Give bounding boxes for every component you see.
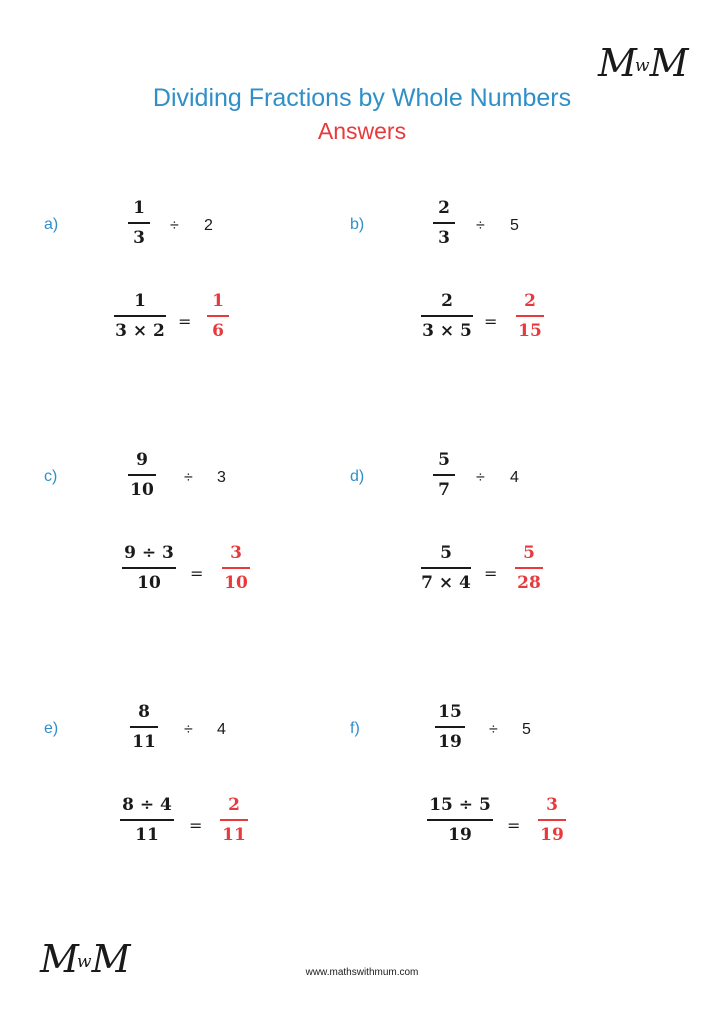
question-numerator: 9 [136,450,148,470]
problem-label: a) [44,216,59,233]
working-fraction [114,293,166,340]
answer-fraction [207,293,229,340]
answer-denominator: 15 [518,320,542,341]
equals-sign: = [484,312,498,331]
working-fraction [421,293,473,340]
question-denominator: 19 [438,731,462,752]
working-denominator: 11 [135,824,159,845]
working-denominator: 3 × 5 [422,320,472,341]
answer-denominator: 11 [222,824,246,845]
question-numerator: 1 [133,198,145,218]
divisor: 5 [510,217,519,234]
question-fraction [433,452,455,499]
question-numerator: 8 [138,702,150,722]
divide-sign: ÷ [184,721,193,738]
problem-e [44,704,344,874]
working-denominator: 10 [137,572,161,593]
working-numerator: 1 [134,291,146,311]
divide-sign: ÷ [476,217,485,234]
problem-a [44,200,344,370]
divisor: 5 [522,721,531,738]
question-numerator: 15 [438,702,462,722]
answer-denominator: 6 [212,320,224,341]
website-url: www.mathswithmum.com [305,967,419,978]
question-numerator: 2 [438,198,450,218]
question-fraction [435,704,465,751]
working-numerator: 2 [441,291,453,311]
answer-numerator: 2 [524,291,536,311]
answer-fraction [538,797,566,844]
working-denominator: 19 [448,824,472,845]
problem-c [44,452,344,622]
question-numerator: 5 [438,450,450,470]
logo-top: MwM [598,41,687,85]
logo-bottom: MwM [40,937,129,981]
page-subtitle: Answers [317,118,407,144]
question-denominator: 3 [438,227,450,248]
working-denominator: 3 × 2 [115,320,165,341]
answer-fraction [515,545,543,592]
problem-b [350,200,650,370]
divide-sign: ÷ [476,469,485,486]
divide-sign: ÷ [184,469,193,486]
question-denominator: 3 [133,227,145,248]
answer-numerator: 5 [523,543,535,563]
divide-sign: ÷ [170,217,179,234]
question-fraction [128,452,156,499]
problem-label: d) [350,468,365,485]
working-numerator: 9 ÷ 3 [124,543,174,563]
divisor: 2 [204,217,213,234]
divide-sign: ÷ [489,721,498,738]
answer-denominator: 19 [540,824,564,845]
problem-label: b) [350,216,365,233]
question-fraction [130,704,158,751]
answer-fraction [220,797,248,844]
answer-denominator: 10 [224,572,248,593]
answer-numerator: 3 [230,543,242,563]
problem-label: e) [44,720,59,737]
answer-fraction [222,545,250,592]
answer-numerator: 1 [212,291,224,311]
working-fraction [120,797,174,844]
divisor: 4 [217,721,226,738]
working-denominator: 7 × 4 [421,572,471,593]
equals-sign: = [484,564,498,583]
question-fraction [433,200,455,247]
problem-label: c) [44,468,58,485]
equals-sign: = [190,564,204,583]
answer-numerator: 2 [228,795,240,815]
equals-sign: = [507,816,521,835]
answer-denominator: 28 [517,572,541,593]
working-fraction [421,545,471,592]
answer-fraction [516,293,544,340]
working-fraction [427,797,493,844]
working-numerator: 8 ÷ 4 [122,795,172,815]
working-numerator: 15 ÷ 5 [429,795,491,815]
answer-numerator: 3 [546,795,558,815]
working-numerator: 5 [440,543,452,563]
equals-sign: = [189,816,203,835]
question-denominator: 11 [132,731,156,752]
question-denominator: 7 [438,479,450,500]
equals-sign: = [178,312,192,331]
divisor: 3 [217,469,226,486]
problem-f [350,704,650,874]
page-title: Dividing Fractions by Whole Numbers [152,84,572,112]
working-fraction [122,545,176,592]
problem-d [350,452,650,622]
question-denominator: 10 [130,479,154,500]
question-fraction [128,200,150,247]
divisor: 4 [510,469,519,486]
problem-label: f) [350,720,360,737]
